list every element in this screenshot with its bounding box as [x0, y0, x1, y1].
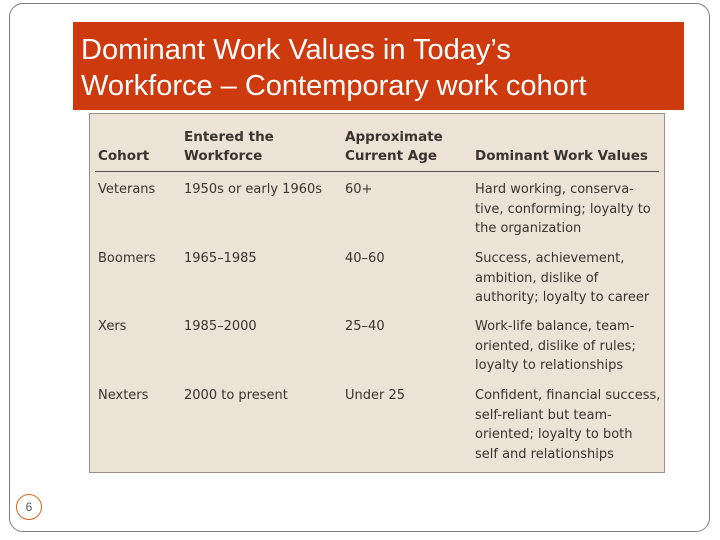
- header-divider: [95, 171, 659, 172]
- cell-cohort: Xers: [98, 319, 127, 334]
- header-cohort: Cohort: [98, 148, 150, 164]
- page-number: 6: [25, 500, 33, 514]
- cell-entered: 1965–1985: [184, 251, 257, 266]
- cell-entered: 1950s or early 1960s: [184, 182, 323, 197]
- cell-values: Confident, financial success, self-reliant but team- oriented; loyalty to both self and relationships: [475, 388, 661, 462]
- cell-values: Work-life balance, team- oriented, dislike of rules; loyalty to relationships: [475, 319, 636, 373]
- header-entered-workforce: Entered the Workforce: [184, 129, 274, 164]
- cell-age: 60+: [345, 182, 373, 197]
- cell-age: 25–40: [345, 319, 385, 334]
- cell-age: 40–60: [345, 251, 385, 266]
- slide-title: Dominant Work Values in Today’s Workforce – Contemporary work cohort: [81, 34, 587, 102]
- cell-cohort: Nexters: [98, 388, 149, 403]
- cell-values: Success, achievement, ambition, dislike of authority; loyalty to career: [475, 251, 650, 305]
- title-bar: [73, 22, 684, 110]
- header-current-age: Approximate Current Age: [345, 129, 443, 164]
- work-values-table: [89, 113, 665, 473]
- cell-entered: 2000 to present: [184, 388, 288, 403]
- cell-entered: 1985–2000: [184, 319, 257, 334]
- cell-age: Under 25: [345, 388, 406, 403]
- cell-values: Hard working, conserva- tive, conforming; loyalty to the organization: [475, 182, 651, 236]
- page-number-badge: [16, 494, 42, 520]
- cell-cohort: Boomers: [98, 251, 156, 266]
- header-work-values: Dominant Work Values: [475, 148, 648, 164]
- cell-cohort: Veterans: [98, 182, 156, 197]
